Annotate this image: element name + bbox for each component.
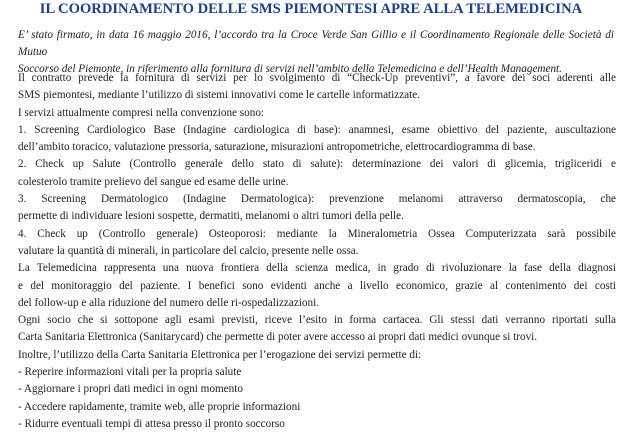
body-line: SMS piemontesi, mediante l’utilizzo di sistemi innovativi come le cartelle informatizzate.	[18, 89, 421, 102]
intro-line: Soccorso del Piemonte, in riferimento alla fornitura di servizi nell’ambito della Telemedicina e dell’Health Management.	[18, 63, 562, 75]
list-item-3: 3. Screening Dermatologico (Indagine Dermatologica): prevenzione melanomi attraverso dermatoscopia, che	[18, 193, 616, 206]
list-item-2: 2. Check up Salute (Controllo generale dello stato di salute): determinazione dei valori di glicemia, trigliceridi e	[18, 158, 616, 171]
body-line: e del monitoraggio del paziente. I benefici sono evidenti anche a livello economico, grazie al contenimento dei costi	[18, 279, 616, 292]
body-line: permette di individuare lesioni sospette, dermatiti, melanomi o altri tumori della pelle.	[18, 210, 404, 223]
body-line: Carta Sanitaria Elettronica (Sanitarycard) che permette di poter avere accesso ai propri dati medici ovunque si trovi.	[18, 331, 538, 344]
body-line: dell’ambito toracico, valutazione pressoria, saturazione, misurazioni antropometriche, elettrocardiogramma di base.	[18, 141, 536, 154]
article-body	[18, 70, 616, 433]
body-line: del follow-up e alla riduzione del numero delle ri-ospedalizzazioni.	[18, 296, 320, 309]
intro-line: E’ stato firmato, in data 16 maggio 2016, l’accordo tra la Croce Verde San Gillio e il Coordinamento Regionale delle Società di Mutuo	[18, 29, 614, 58]
bullet-item: - Accedere rapidamente, tramite web, alle proprie informazioni	[18, 400, 301, 413]
list-item-4: 4. Check up (Controllo generale) Osteoporosi: mediante la Mineralometria Ossea Computerizzata sarà possibile	[18, 227, 616, 240]
body-line: valutare la quantità di minerali, in particolare del calcio, presente nelle ossa.	[18, 244, 359, 257]
body-line: colesterolo tramite prelievo del sangue ed esame delle urine.	[18, 175, 289, 188]
body-line: Inoltre, l’utilizzo della Carta Sanitaria Elettronica per l’erogazione dei servizi permette di:	[18, 348, 422, 361]
body-line: Il contratto prevede la fornitura di servizi per lo svolgimento di “Check-Up preventivi”, a favore dei soci aderenti alle	[18, 72, 616, 84]
body-line: I servizi attualmente compresi nella convenzione sono:	[18, 106, 265, 119]
body-line: La Telemedicina rappresenta una nuova frontiera della scienza medica, in grado di rivoluzionare la fase della diagnosi	[18, 262, 616, 275]
body-line: Ogni socio che si sottopone agli esami previsti, riceve l’esito in forma cartacea. Gli stessi dati verranno riportati sulla	[18, 314, 616, 327]
article-title: IL COORDINAMENTO DELLE SMS PIEMONTESI APRE ALLA TELEMEDICINA	[39, 1, 583, 17]
bullet-item: - Ridurre eventuali tempi di attesa presso il pronto soccorso	[18, 417, 285, 430]
bullet-item: - Aggiornare i propri dati medici in ogni momento	[18, 383, 243, 396]
bullet-item: - Reperire informazioni vitali per la propria salute	[18, 366, 242, 379]
list-item-1: 1. Screening Cardiologico Base (Indagine cardiologica di base): anamnesi, esame obiettivo del paziente, auscultazione	[18, 123, 616, 136]
